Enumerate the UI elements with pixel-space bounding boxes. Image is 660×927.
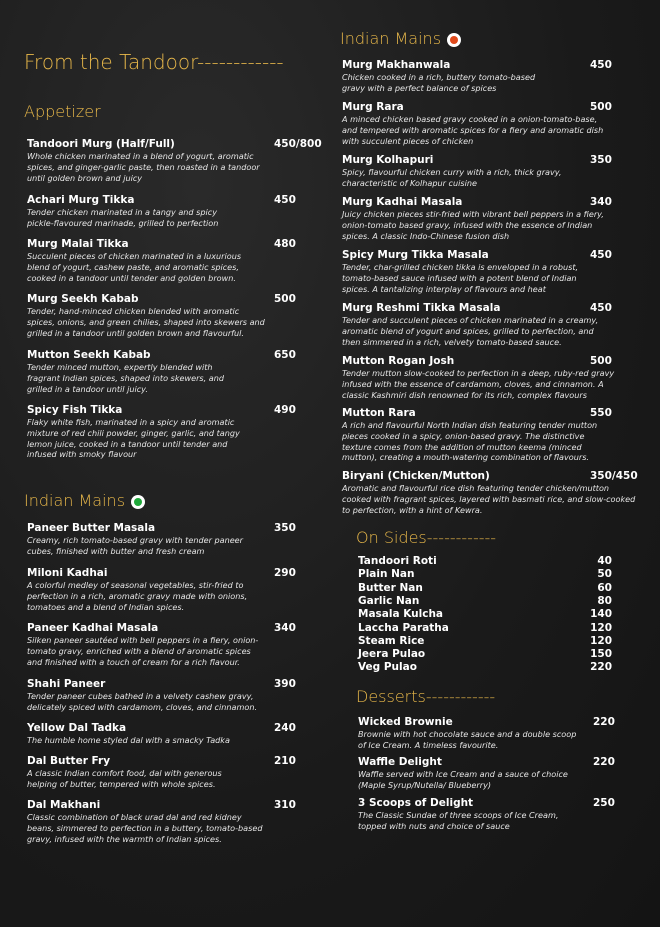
item-price: 450/800 [274, 138, 322, 150]
menu-item [342, 355, 620, 400]
item-price: 450 [590, 59, 612, 71]
item-description: A rich and flavourful North Indian dish featuring tender mutton pieces cooked in a spicy, onion-based gravy. The distinctive texture comes from the addition of mutton keema (minced mutton), creating a mouth-watering combination of flavours. [342, 420, 598, 463]
item-description: Silken paneer sautéed with bell peppers in a fiery, onion-tomato gravy, enriched with a blend of aromatic spices and finished with a touch of cream for a rich flavour. [27, 635, 259, 667]
side-price: 60 [597, 581, 612, 594]
side-row [358, 595, 612, 608]
item-name: Mutton Rogan Josh [342, 355, 455, 367]
nonveg-mains-title [340, 31, 461, 47]
item-name: 3 Scoops of Delight [358, 797, 474, 809]
item-price: 340 [274, 622, 296, 634]
menu-item [342, 249, 582, 294]
item-description: Waffle served with Ice Cream and a sauce of choice (Maple Syrup/Nutella/ Blueberry) [358, 769, 568, 790]
item-price: 240 [274, 722, 296, 734]
side-price: 120 [590, 634, 612, 647]
item-price: 450 [274, 194, 296, 206]
side-name: Veg Pulao [358, 661, 417, 674]
menu-item [342, 59, 552, 94]
item-price: 350/450 [590, 470, 638, 482]
menu-item [27, 349, 232, 394]
item-price: 500 [274, 293, 296, 305]
menu-item [342, 154, 572, 189]
menu-item [342, 101, 604, 146]
item-description: Succulent pieces of chicken marinated in a luxurious blend of yogurt, cashew paste, and aromatic spices, cooked in a tandoor until tender and golden brown. [27, 251, 242, 283]
side-price: 80 [597, 594, 612, 607]
item-description: Flaky white fish, marinated in a spicy and aromatic mixture of red chili powder, ginger, garlic, and tangy lemon juice, cooked in a tandoor until tender and infused with smoky flavour [27, 417, 240, 460]
side-name: Laccha Paratha [358, 621, 449, 634]
item-price: 480 [274, 238, 296, 250]
menu-item [27, 404, 242, 460]
item-price: 450 [590, 302, 612, 314]
item-price: 500 [590, 101, 612, 113]
item-description: Tender and succulent pieces of chicken marinated in a creamy, aromatic blend of yogurt and spices, grilled to perfection, and then simmered in a rich, velvety tomato-based sauce. [342, 315, 599, 347]
non-veg-indicator-icon [447, 33, 461, 47]
item-price: 250 [593, 797, 615, 809]
item-price: 550 [590, 407, 612, 419]
item-description: Tender, hand-minced chicken blended with aromatic spices, onions, and green chilies, shaped into skewers and grilled in a tandoor until golden brown and flavourful. [27, 306, 265, 338]
side-name: Garlic Nan [358, 594, 420, 607]
item-name: Dal Makhani [27, 799, 101, 811]
item-description: Tender paneer cubes bathed in a velvety cashew gravy, delicately spiced with cardamom, cloves, and cinnamon. [27, 691, 258, 712]
side-price: 140 [590, 608, 612, 621]
item-name: Spicy Murg Tikka Masala [342, 249, 489, 261]
item-description: A colorful medley of seasonal vegetables, stir-fried to perfection in a rich, aromatic gravy made with onions, tomatoes and a blend of Indian spices. [27, 580, 248, 612]
item-name: Yellow Dal Tadka [27, 722, 127, 734]
item-name: Murg Kolhapuri [342, 154, 434, 166]
menu-item [27, 755, 232, 790]
item-name: Paneer Kadhai Masala [27, 622, 159, 634]
item-description: The Classic Sundae of three scoops of Ice Cream, topped with nuts and choice of sauce [358, 810, 559, 831]
item-name: Mutton Rara [342, 407, 416, 419]
side-row [358, 622, 612, 635]
desserts-title: Desserts------------ [356, 687, 496, 706]
item-description: Spicy, flavourful chicken curry with a rich, thick gravy, characteristic of Kolhapur cuisine [342, 167, 562, 188]
side-name: Plain Nan [358, 568, 415, 581]
side-row [358, 648, 612, 661]
veg-mains-title-text: Indian Mains [24, 491, 126, 510]
item-name: Waffle Delight [358, 756, 442, 768]
item-price: 290 [274, 567, 296, 579]
item-description: A minced chicken based gravy cooked in a onion-tomato-base, and tempered with aromatic spices for a fiery and aromatic dish with succulent pieces of chicken [342, 114, 604, 146]
side-row [358, 555, 612, 568]
side-row [358, 635, 612, 648]
item-name: Murg Rara [342, 101, 404, 113]
item-name: Murg Malai Tikka [27, 238, 129, 250]
item-description: Tender mutton slow-cooked to perfection in a deep, ruby-red gravy infused with the essence of cardamom, cloves, and cinnamon. A classic Kashmiri dish renowned for its rich, complex flavours [342, 368, 615, 400]
appetizer-title: Appetizer [24, 102, 101, 121]
item-description: Whole chicken marinated in a blend of yogurt, aromatic spices, and ginger-garlic paste, then roasted in a tandoor until golden brown and juicy [27, 151, 260, 183]
side-name: Masala Kulcha [358, 608, 444, 621]
side-price: 50 [597, 568, 612, 581]
item-description: The humble home styled dal with a smacky Tadka [27, 735, 230, 745]
item-price: 350 [274, 522, 296, 534]
item-name: Murg Makhanwala [342, 59, 451, 71]
side-row [358, 568, 612, 581]
menu-item [27, 238, 252, 283]
side-price: 220 [590, 661, 612, 674]
veg-indicator-icon [131, 495, 145, 509]
menu-item [342, 407, 614, 463]
item-price: 650 [274, 349, 296, 361]
item-name: Murg Seekh Kabab [27, 293, 139, 305]
item-name: Tandoori Murg (Half/Full) [27, 138, 175, 150]
item-price: 500 [590, 355, 612, 367]
item-description: Tender, char-grilled chicken tikka is enveloped in a robust, tomato-based sauce infused with a potent blend of Indian spices. A tantalizing interplay of flavours and heat [342, 262, 579, 294]
menu-item [342, 196, 604, 241]
item-description: Creamy, rich tomato-based gravy with tender paneer cubes, finished with butter and fresh cream [27, 535, 243, 556]
menu-item [27, 293, 267, 338]
item-name: Biryani (Chicken/Mutton) [342, 470, 490, 482]
item-description: Tender chicken marinated in a tangy and spicy pickle-flavoured marinade, grilled to perfection [27, 207, 219, 228]
side-row [358, 582, 612, 595]
side-name: Tandoori Roti [358, 555, 437, 567]
menu-item [27, 522, 247, 557]
menu-item [358, 716, 583, 751]
item-description: A classic Indian comfort food, dal with generous helping of butter, tempered with whole spices. [27, 768, 222, 789]
item-name: Shahi Paneer [27, 678, 106, 690]
item-price: 220 [593, 756, 615, 768]
item-name: Wicked Brownie [358, 716, 453, 728]
menu-item [27, 722, 267, 746]
item-name: Murg Reshmi Tikka Masala [342, 302, 501, 314]
side-name: Butter Nan [358, 581, 423, 594]
nonveg-mains-title-text: Indian Mains [340, 29, 442, 48]
item-description: Classic combination of black urad dal and red kidney beans, simmered to perfection in a buttery, tomato-based gravy, infused with the warmth of Indian spices. [27, 812, 263, 844]
item-description: Tender minced mutton, expertly blended with fragrant Indian spices, shaped into skewers, and grilled in a tandoor until juicy. [27, 362, 225, 394]
item-name: Murg Kadhai Masala [342, 196, 463, 208]
item-name: Spicy Fish Tikka [27, 404, 123, 416]
menu-item [27, 194, 237, 229]
item-description: Aromatic and flavourful rice dish featuring tender chicken/mutton cooked with fragrant spices, layered with basmati rice, and slow-cooked to perfection, with a hint of Kewra. [342, 483, 636, 515]
menu-item [27, 567, 272, 612]
item-price: 490 [274, 404, 296, 416]
item-name: Achari Murg Tikka [27, 194, 135, 206]
menu-item [27, 678, 285, 713]
side-row [358, 608, 612, 621]
side-price: 150 [590, 648, 612, 661]
item-name: Paneer Butter Masala [27, 522, 156, 534]
item-name: Mutton Seekh Kabab [27, 349, 151, 361]
tandoor-section-title: From the Tandoor------------ [24, 50, 284, 74]
item-description: Brownie with hot chocolate sauce and a double scoop of Ice Cream. A timeless favourite. [358, 729, 577, 750]
item-price: 310 [274, 799, 296, 811]
item-price: 210 [274, 755, 296, 767]
item-price: 450 [590, 249, 612, 261]
item-price: 350 [590, 154, 612, 166]
menu-item [27, 799, 267, 844]
item-name: Dal Butter Fry [27, 755, 111, 767]
item-price: 220 [593, 716, 615, 728]
veg-mains-title [24, 493, 145, 509]
menu-item [358, 756, 583, 791]
item-name: Miloni Kadhai [27, 567, 108, 579]
item-description: Chicken cooked in a rich, buttery tomato-based gravy with a perfect balance of spices [342, 72, 536, 93]
sides-title: On Sides------------ [356, 528, 497, 547]
side-name: Steam Rice [358, 634, 425, 647]
menu-item [27, 622, 265, 667]
menu-item [358, 797, 570, 832]
item-price: 390 [274, 678, 296, 690]
menu-item [342, 302, 604, 347]
item-price: 340 [590, 196, 612, 208]
item-description: Juicy chicken pieces stir-fried with vibrant bell peppers in a fiery, onion-tomato based gravy, infused with the essence of Indian spices. A classic Indo-Chinese fusion dish [342, 209, 604, 241]
side-price: 120 [590, 621, 612, 634]
side-price: 40 [597, 555, 612, 567]
side-row [358, 661, 612, 674]
side-name: Jeera Pulao [358, 648, 426, 661]
menu-item [27, 138, 267, 183]
